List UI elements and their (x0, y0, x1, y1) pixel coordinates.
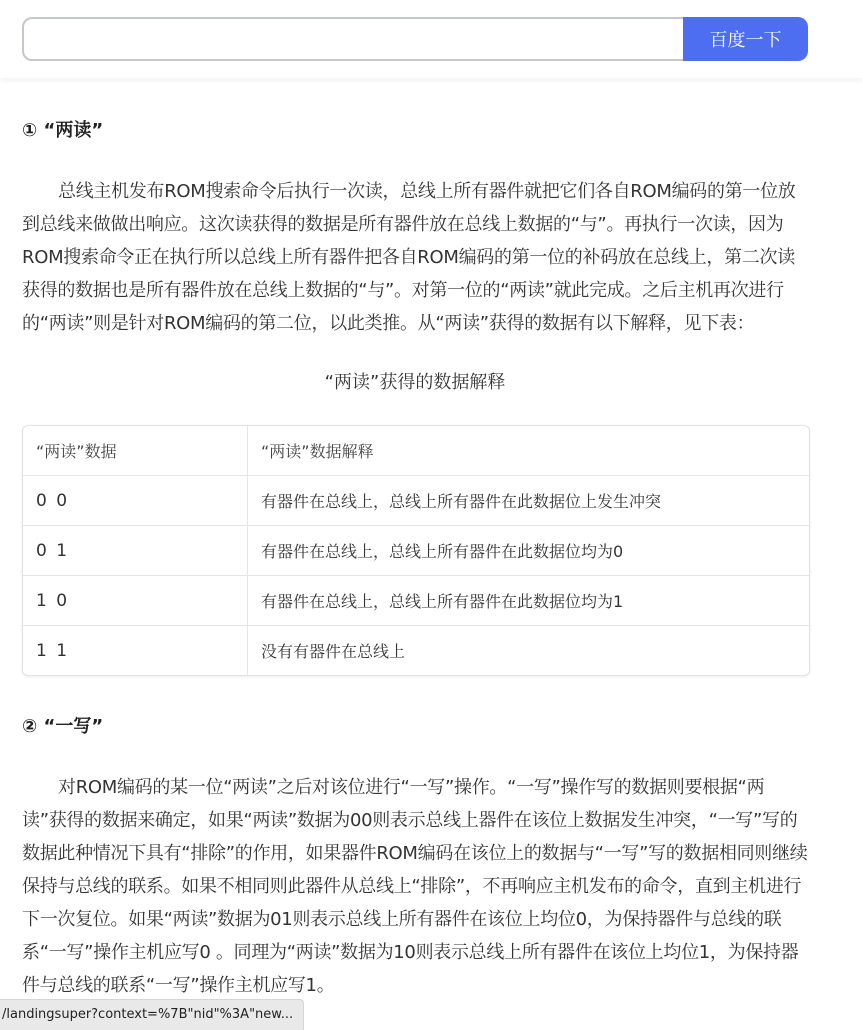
table-cell-explanation: 有器件在总线上，总线上所有器件在此数据位上发生冲突 (248, 476, 810, 526)
table-cell-data: 1 1 (23, 626, 248, 676)
status-bar-url: /landingsuper?context=%7B"nid"%3A"new... (0, 999, 304, 1030)
table-row (23, 476, 809, 526)
table-cell-data: 1 0 (23, 576, 248, 626)
article-content (22, 100, 808, 1002)
section-title-one-write: ② “一写” (22, 716, 104, 737)
table-header-data: “两读”数据 (23, 426, 248, 476)
search-box (22, 17, 808, 61)
table-row (23, 576, 809, 626)
table-caption: “两读”获得的数据解释 (324, 372, 506, 393)
table-cell-explanation: 有器件在总线上，总线上所有器件在此数据位均为1 (248, 576, 810, 626)
table-header-row (23, 426, 809, 476)
table-cell-data: 0 1 (23, 526, 248, 576)
paragraph-one-write: 对ROM编码的某一位“两读”之后对该位进行“一写”操作。“一写”操作写的数据则要根据“两读”获得的数据来确定，如果“两读”数据为00则表示总线上器件在该位上数据发生冲突，“一写”写的数据此种情况下具有“排除”的作用，如果器件ROM编码在该位上的数据与“一写”写的数据相同则继续保持与总线的联系。如果不相同则此器件从总线上“排除”，不再响应主机发布的命令，直到主机进行下一次复位。如果“两读”数据为01则表示总线上所有器件在该位上均位0，为保持器件与总线的联系“一写”操作主机应写0 。同理为“两读”数据为10则表示总线上所有器件在该位上均位1，为保持器件与总线的联系“一写”操作主机应写1。 (22, 777, 808, 996)
table-row (23, 626, 809, 676)
two-reads-table (22, 425, 810, 676)
table-header-explanation: “两读”数据解释 (248, 426, 810, 476)
table-cell-data: 0 0 (23, 476, 248, 526)
top-search-bar (0, 0, 863, 78)
table-cell-explanation: 有器件在总线上，总线上所有器件在此数据位均为0 (248, 526, 810, 576)
search-button[interactable]: 百度一下 (683, 17, 808, 61)
table-cell-explanation: 没有有器件在总线上 (261, 642, 406, 661)
search-input[interactable] (22, 17, 683, 61)
section-title-two-reads: ① “两读” (22, 120, 104, 141)
paragraph-two-reads: 总线主机发布ROM搜索命令后执行一次读，总线上所有器件就把它们各自ROM编码的第一位放到总线来做做出响应。这次读获得的数据是所有器件放在总线上数据的“与”。再执行一次读，因为ROM搜索命令正在执行所以总线上所有器件把各自ROM编码的第一位的补码放在总线上，第二次读获得的数据也是所有器件放在总线上数据的“与”。对第一位的“两读”就此完成。之后主机再次进行的“两读”则是针对ROM编码的第二位，以此类推。从“两读”获得的数据有以下解释，见下表： (22, 181, 796, 334)
table-row (23, 526, 809, 576)
